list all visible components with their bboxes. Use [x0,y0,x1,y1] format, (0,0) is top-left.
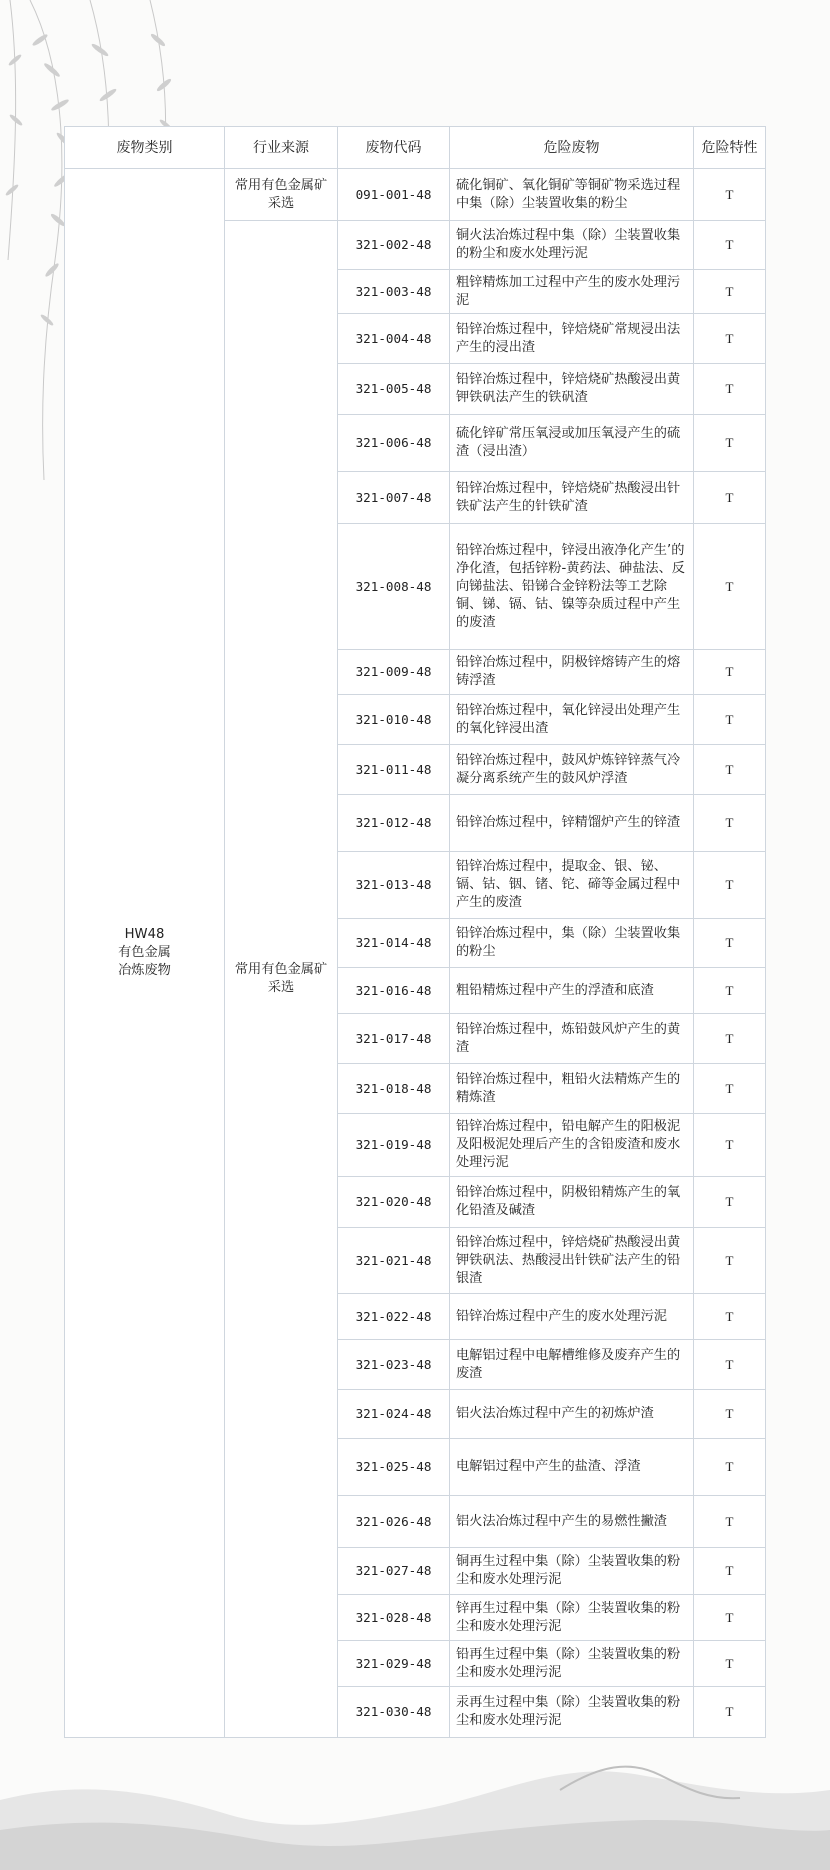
waste-category-name-line: 有色金属 [118,945,171,960]
hazard-characteristic-cell: T [694,1439,766,1496]
waste-category-cell [65,169,225,1738]
waste-code-cell: 321-021-48 [338,1228,450,1294]
hazard-characteristic-cell: T [694,169,766,221]
waste-code-cell: 321-027-48 [338,1548,450,1595]
waste-code-cell: 321-009-48 [338,650,450,695]
hazardous-waste-description-cell: 铅锌冶炼过程中产生的废水处理污泥 [450,1294,694,1340]
waste-code-cell: 321-030-48 [338,1687,450,1738]
hazard-characteristic-cell: T [694,695,766,745]
hazardous-waste-table [64,126,766,1738]
hazardous-waste-description-cell: 铅锌冶炼过程中，锌精馏炉产生的锌渣 [450,795,694,852]
waste-code-cell: 321-013-48 [338,852,450,919]
hazardous-waste-table-container [64,126,765,1738]
hazardous-waste-description-cell: 硫化铜矿、氧化铜矿等铜矿物采选过程中集（除）尘装置收集的粉尘 [450,169,694,221]
waste-code-cell: 321-011-48 [338,745,450,795]
hazardous-waste-description-cell: 铅锌冶炼过程中，铅电解产生的阳极泥及阳极泥处理后产生的含铅废渣和废水处理污泥 [450,1114,694,1177]
hazardous-waste-description-cell: 铅锌冶炼过程中，鼓风炉炼锌锌蒸气冷凝分离系统产生的鼓风炉浮渣 [450,745,694,795]
hazardous-waste-description-cell: 铅锌冶炼过程中，锌焙烧矿热酸浸出针铁矿法产生的针铁矿渣 [450,472,694,524]
waste-code-cell: 321-003-48 [338,270,450,314]
waste-code-cell: 321-026-48 [338,1496,450,1548]
hazard-characteristic-cell: T [694,650,766,695]
waste-code-cell: 321-028-48 [338,1595,450,1641]
hazard-characteristic-cell: T [694,1390,766,1439]
hazardous-waste-description-cell: 铅锌冶炼过程中，锌焙烧矿常规浸出法产生的浸出渣 [450,314,694,364]
table-header-row [65,127,766,169]
waste-category-name-line: 冶炼废物 [118,963,171,978]
waste-code-cell: 321-007-48 [338,472,450,524]
hazardous-waste-description-cell: 铅锌冶炼过程中，粗铅火法精炼产生的精炼渣 [450,1064,694,1114]
waste-code-cell: 321-005-48 [338,364,450,415]
waste-code-cell: 321-029-48 [338,1641,450,1687]
hazard-characteristic-cell: T [694,1641,766,1687]
waste-code-cell: 321-002-48 [338,221,450,270]
hazard-characteristic-cell: T [694,1294,766,1340]
hazard-characteristic-cell: T [694,795,766,852]
hazard-characteristic-cell: T [694,968,766,1014]
header-waste-code: 废物代码 [338,127,450,169]
hazardous-waste-description-cell: 铅锌冶炼过程中，阴极锌熔铸产生的熔铸浮渣 [450,650,694,695]
waste-code-cell: 091-001-48 [338,169,450,221]
waste-code-cell: 321-017-48 [338,1014,450,1064]
waste-code-cell: 321-004-48 [338,314,450,364]
hazardous-waste-description-cell: 铅锌冶炼过程中，阴极铅精炼产生的氧化铅渣及碱渣 [450,1177,694,1228]
hazardous-waste-description-cell: 粗铅精炼过程中产生的浮渣和底渣 [450,968,694,1014]
hazard-characteristic-cell: T [694,745,766,795]
hazardous-waste-description-cell: 电解铝过程中电解槽维修及废弃产生的废渣 [450,1340,694,1390]
waste-code-cell: 321-016-48 [338,968,450,1014]
hazardous-waste-description-cell: 铅锌冶炼过程中，提取金、银、铋、镉、钴、铟、锗、铊、碲等金属过程中产生的废渣 [450,852,694,919]
hazardous-waste-description-cell: 汞再生过程中集（除）尘装置收集的粉尘和废水处理污泥 [450,1687,694,1738]
waste-code-cell: 321-008-48 [338,524,450,650]
hazard-characteristic-cell: T [694,1177,766,1228]
hazardous-waste-description-cell: 铅锌冶炼过程中，集（除）尘装置收集的粉尘 [450,919,694,968]
industry-source-merged-cell: 常用有色金属矿采选 [225,221,338,1738]
hazard-characteristic-cell: T [694,472,766,524]
hazardous-waste-description-cell: 铅锌冶炼过程中，锌焙烧矿热酸浸出黄钾铁矾法产生的铁矾渣 [450,364,694,415]
waste-code-cell: 321-023-48 [338,1340,450,1390]
hazard-characteristic-cell: T [694,852,766,919]
waste-code-cell: 321-014-48 [338,919,450,968]
header-hazardous-waste: 危险废物 [450,127,694,169]
hazardous-waste-description-cell: 铝火法冶炼过程中产生的易燃性撇渣 [450,1496,694,1548]
waste-code-cell: 321-010-48 [338,695,450,745]
waste-code-cell: 321-006-48 [338,415,450,472]
hazard-characteristic-cell: T [694,1228,766,1294]
hazard-characteristic-cell: T [694,1340,766,1390]
header-hazard-characteristic: 危险特性 [694,127,766,169]
hazard-characteristic-cell: T [694,364,766,415]
waste-code-cell: 321-012-48 [338,795,450,852]
waste-code-cell: 321-025-48 [338,1439,450,1496]
hazardous-waste-description-cell: 硫化锌矿常压氧浸或加压氧浸产生的硫渣（浸出渣） [450,415,694,472]
hazardous-waste-description-cell: 锌再生过程中集（除）尘装置收集的粉尘和废水处理污泥 [450,1595,694,1641]
hazardous-waste-description-cell: 粗锌精炼加工过程中产生的废水处理污泥 [450,270,694,314]
hazardous-waste-description-cell: 铅锌冶炼过程中，锌焙烧矿热酸浸出黄钾铁矾法、热酸浸出针铁矿法产生的铅银渣 [450,1228,694,1294]
waste-category-code: HW48 [124,927,165,942]
header-industry-source: 行业来源 [225,127,338,169]
hazardous-waste-description-cell: 铝火法冶炼过程中产生的初炼炉渣 [450,1390,694,1439]
hazard-characteristic-cell: T [694,270,766,314]
hazardous-waste-description-cell: 铜再生过程中集（除）尘装置收集的粉尘和废水处理污泥 [450,1548,694,1595]
header-category: 废物类别 [65,127,225,169]
hazard-characteristic-cell: T [694,1548,766,1595]
hazard-characteristic-cell: T [694,1687,766,1738]
hazard-characteristic-cell: T [694,919,766,968]
hazardous-waste-description-cell: 铅锌冶炼过程中，炼铅鼓风炉产生的黄渣 [450,1014,694,1064]
waste-code-cell: 321-024-48 [338,1390,450,1439]
table-body [65,169,766,1738]
hazardous-waste-description-cell: 铅锌冶炼过程中，锌浸出液净化产生’的净化渣，包括锌粉-黄药法、砷盐法、反向锑盐法、铅锑合金锌粉法等工艺除铜、锑、镉、钴、镍等杂质过程中产生的废渣 [450,524,694,650]
hazard-characteristic-cell: T [694,415,766,472]
hazardous-waste-description-cell: 铅再生过程中集（除）尘装置收集的粉尘和废水处理污泥 [450,1641,694,1687]
table-row [65,169,766,221]
hazard-characteristic-cell: T [694,1595,766,1641]
hazard-characteristic-cell: T [694,1064,766,1114]
hazard-characteristic-cell: T [694,314,766,364]
hazard-characteristic-cell: T [694,1114,766,1177]
hazard-characteristic-cell: T [694,524,766,650]
waste-code-cell: 321-018-48 [338,1064,450,1114]
waste-code-cell: 321-020-48 [338,1177,450,1228]
waste-code-cell: 321-019-48 [338,1114,450,1177]
hazard-characteristic-cell: T [694,1496,766,1548]
waste-code-cell: 321-022-48 [338,1294,450,1340]
hazardous-waste-description-cell: 电解铝过程中产生的盐渣、浮渣 [450,1439,694,1496]
hazardous-waste-description-cell: 铅锌冶炼过程中，氧化锌浸出处理产生的氧化锌浸出渣 [450,695,694,745]
hazardous-waste-description-cell: 铜火法冶炼过程中集（除）尘装置收集的粉尘和废水处理污泥 [450,221,694,270]
industry-source-cell: 常用有色金属矿采选 [225,169,338,221]
ink-mountain-decoration [0,1720,830,1870]
hazard-characteristic-cell: T [694,221,766,270]
hazard-characteristic-cell: T [694,1014,766,1064]
